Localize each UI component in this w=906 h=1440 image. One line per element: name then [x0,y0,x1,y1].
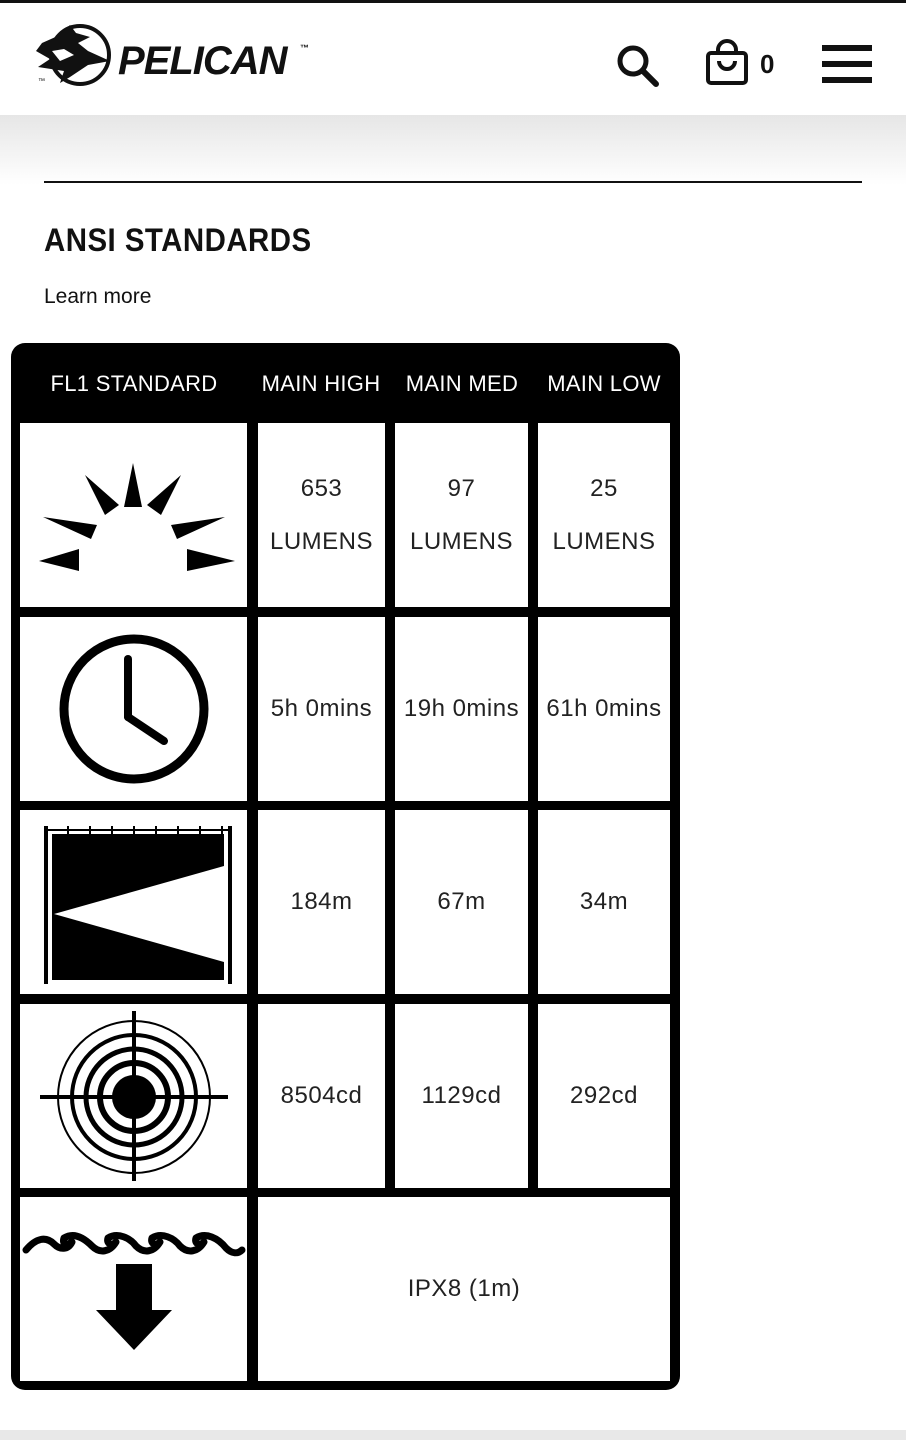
search-icon[interactable] [615,43,661,89]
svg-text:™: ™ [38,78,45,85]
column-header-main-low: MAIN LOW [547,371,661,396]
column-header-fl1-standard: FL1 STANDARD [50,371,218,396]
table-cell: 19h 0mins [395,617,528,801]
hamburger-menu-icon[interactable] [822,43,874,85]
table-cell: 292cd [538,1004,670,1188]
run-time-clock-icon [54,629,214,789]
beam-distance-icon [34,820,234,984]
section-divider [44,181,862,183]
learn-more-link[interactable]: Learn more [44,285,152,308]
table-cell: 97 LUMENS [395,423,528,607]
table-merged-cell: IPX8 (1m) [258,1197,670,1381]
table-row-icon-cell [20,423,247,607]
trademark-mark: ™ [300,43,309,53]
table-cell: 67m [395,810,528,994]
site-header [0,3,906,115]
table-cell: 5h 0mins [258,617,385,801]
column-header-main-med: MAIN MED [405,371,519,396]
pelican-logo-icon[interactable] [30,21,120,87]
table-row-icon-cell [20,810,247,994]
table-cell: 34m [538,810,670,994]
table-row-icon-cell [20,1004,247,1188]
table-cell: 653 LUMENS [258,423,385,607]
table-cell: 25 LUMENS [538,423,670,607]
header-shadow [0,115,906,185]
table-row-icon-cell [20,1197,247,1381]
peak-beam-intensity-icon [34,1009,234,1183]
table-cell: 184m [258,810,385,994]
footer-band [0,1430,906,1440]
cart-count[interactable]: 0 [760,49,775,79]
water-resistance-icon [22,1224,246,1354]
brand-name[interactable]: PELICAN [118,39,287,83]
table-row-icon-cell [20,617,247,801]
table-cell: 8504cd [258,1004,385,1188]
column-header-main-high: MAIN HIGH [261,371,381,396]
section-title: ANSI STANDARDS [44,222,312,258]
light-output-icon [29,455,239,575]
shopping-bag-icon[interactable] [704,39,750,87]
table-cell: 1129cd [395,1004,528,1188]
table-cell: 61h 0mins [538,617,670,801]
